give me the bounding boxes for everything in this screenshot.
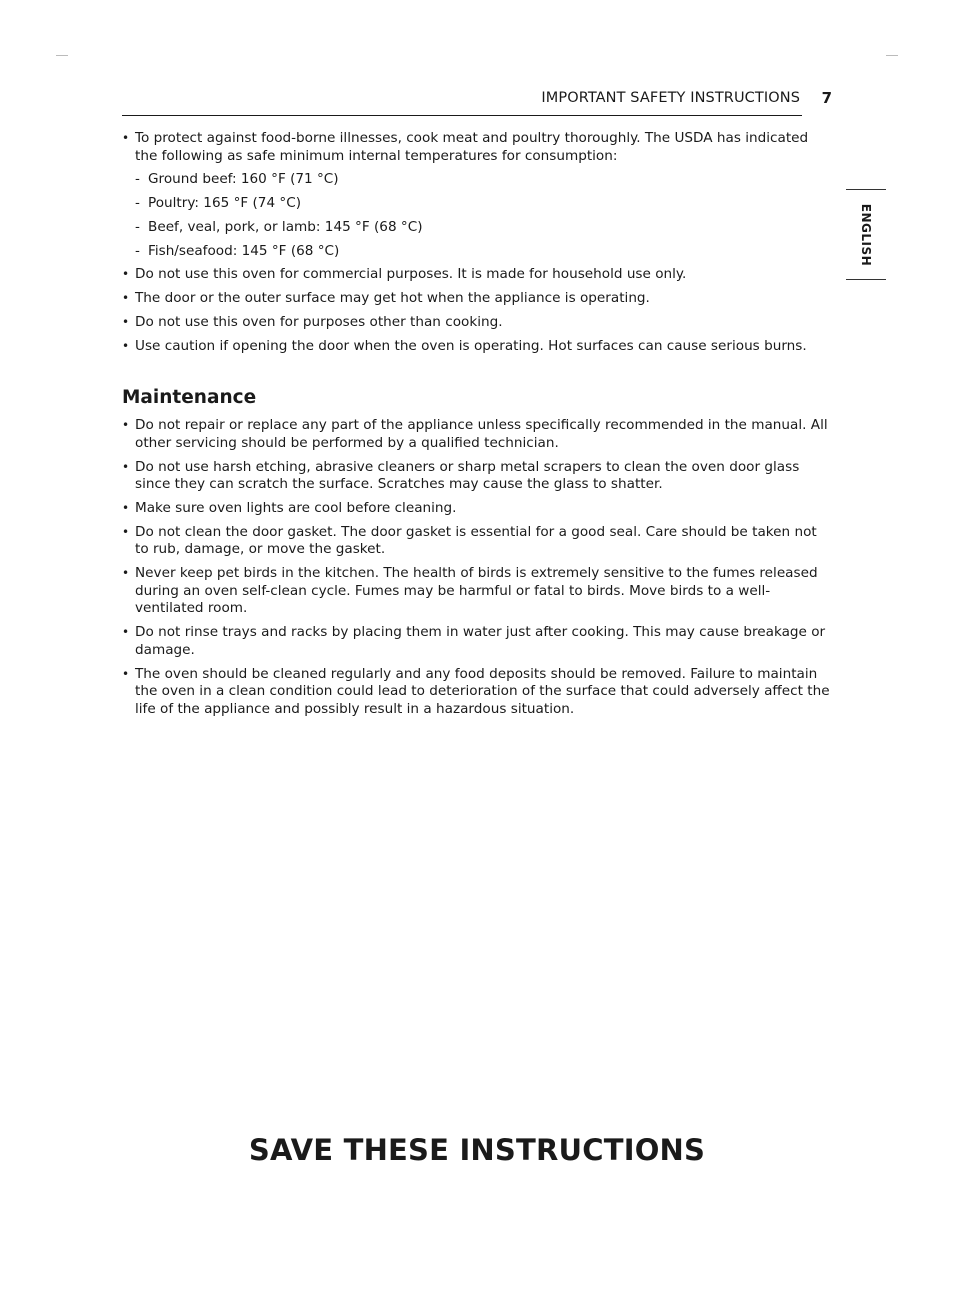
crop-mark-right bbox=[886, 55, 898, 56]
language-tab-label: ENGLISH bbox=[859, 203, 873, 266]
language-tab bbox=[846, 189, 886, 280]
list-item: • Do not use harsh etching, abrasive cleaners or sharp metal scrapers to clean the oven door glass since they can scratch the surface. Scratches may cause the glass to shatter. bbox=[122, 459, 832, 494]
maintenance-list bbox=[122, 417, 832, 718]
list-item: • Do not repair or replace any part of the appliance unless specifically recommended in the manual. All other servicing should be performed by a qualified technician. bbox=[122, 417, 832, 452]
temperature-item: - Ground beef: 160 °F (71 °C) bbox=[135, 171, 832, 189]
list-item bbox=[122, 130, 832, 260]
list-item: • The door or the outer surface may get hot when the appliance is operating. bbox=[122, 290, 832, 308]
list-item: • Use caution if opening the door when the oven is operating. Hot surfaces can cause serious burns. bbox=[122, 338, 832, 356]
header-title: IMPORTANT SAFETY INSTRUCTIONS bbox=[541, 90, 800, 106]
list-item: • Do not rinse trays and racks by placing them in water just after cooking. This may cause breakage or damage. bbox=[122, 624, 832, 659]
page-number: 7 bbox=[821, 89, 832, 107]
footer-title: SAVE THESE INSTRUCTIONS bbox=[248, 1133, 706, 1167]
main-content bbox=[122, 130, 832, 724]
temperature-list bbox=[135, 171, 832, 260]
temperature-item: - Poultry: 165 °F (74 °C) bbox=[135, 195, 832, 213]
list-item-text: To protect against food-borne illnesses, cook meat and poultry thoroughly. The USDA has indicated the following as safe minimum internal temperatures for consumption: bbox=[135, 130, 809, 164]
header-rule bbox=[122, 115, 802, 116]
list-item: • Make sure oven lights are cool before cleaning. bbox=[122, 500, 832, 518]
section-heading: Maintenance bbox=[122, 387, 257, 409]
temperature-item: - Beef, veal, pork, or lamb: 145 °F (68 °C) bbox=[135, 219, 832, 237]
list-item: • Do not clean the door gasket. The door gasket is essential for a good seal. Care should be taken not to rub, damage, or move the gasket. bbox=[122, 524, 832, 559]
list-item: • Do not use this oven for purposes other than cooking. bbox=[122, 314, 832, 332]
safety-list bbox=[122, 130, 832, 355]
list-item: • The oven should be cleaned regularly and any food deposits should be removed. Failure to maintain the oven in a clean condition could lead to deterioration of the surface that could adversely affect the life of the appliance and possibly result in a hazardous situation. bbox=[122, 666, 832, 719]
page-header bbox=[122, 88, 832, 116]
list-item: • Never keep pet birds in the kitchen. The health of birds is extremely sensitive to the fumes released during an oven self-clean cycle. Fumes may be harmful or fatal to birds. Move birds to a well-ventilated room. bbox=[122, 565, 832, 618]
list-item: • Do not use this oven for commercial purposes. It is made for household use only. bbox=[122, 266, 832, 284]
temperature-item: - Fish/seafood: 145 °F (68 °C) bbox=[135, 243, 832, 261]
crop-mark-left bbox=[56, 55, 68, 56]
